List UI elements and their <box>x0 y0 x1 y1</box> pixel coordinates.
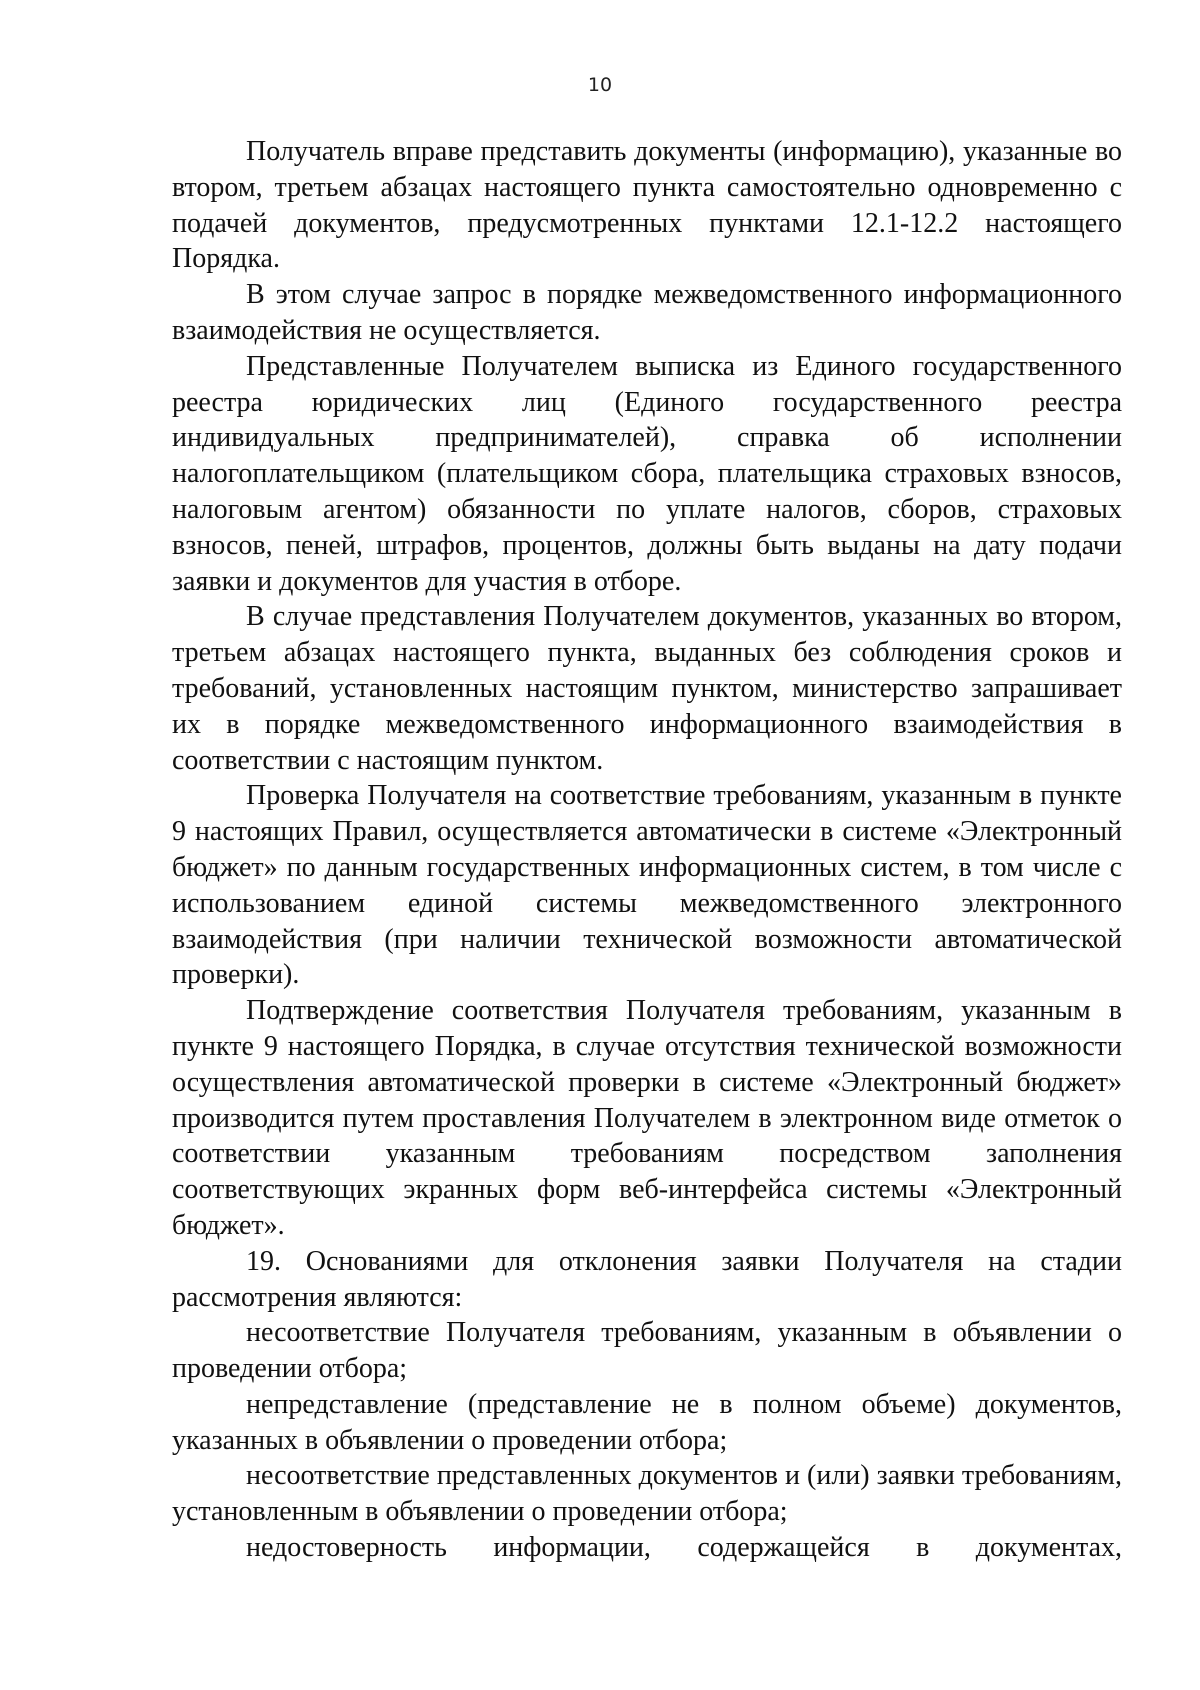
paragraph: В этом случае запрос в порядке межведомственного информационного взаимодействия не осуществляется. <box>172 279 1122 346</box>
paragraph: несоответствие Получателя требованиям, указанным в объявлении о проведении отбора; <box>172 1317 1122 1385</box>
paragraph: недостоверность информации, содержащейся в документах, <box>246 1532 1122 1564</box>
paragraph: 19. Основаниями для отклонения заявки Получателя на стадии рассмотрения являются: <box>172 1245 1122 1313</box>
paragraph: непредставление (представление не в полном объеме) документов, указанных в объявлении о проведении отбора; <box>172 1388 1122 1456</box>
paragraph: Представленные Получателем выписка из Единого государственного реестра юридических лиц (Единого государственного реестра индивидуальных предпринимателей), справка об исполнении налогоплательщиком (плательщиком сбора, плательщика страховых взносов, налоговым агентом) обязанности по уплате налогов, сборов, страховых взносов, пеней, штрафов, процентов, должны быть выданы на дату подачи заявки и документов для участия в отборе. <box>172 350 1122 597</box>
paragraph: Подтверждение соответствия Получателя требованиям, указанным в пункте 9 настоящего Порядка, в случае отсутствия технической возможности осуществления автоматической проверки в системе «Электронный бюджет» производится путем проставления Получателем в электронном виде отметок о соответствии указанным требованиям посредством заполнения соответствующих экранных форм веб-интерфейса системы «Электронный бюджет». <box>172 995 1122 1241</box>
paragraph: В случае представления Получателем документов, указанных во втором, третьем абзацах настоящего пункта, выданных без соблюдения сроков и требований, установленных настоящим пунктом, министерство запрашивает их в порядке межведомственного информационного взаимодействия в соответствии с настоящим пунктом. <box>172 601 1122 776</box>
document-body <box>172 134 1122 1566</box>
page-number: 10 <box>587 74 613 96</box>
paragraph: несоответствие представленных документов и (или) заявки требованиям, установленным в объявлении о проведении отбора; <box>172 1460 1122 1528</box>
paragraph: Получатель вправе представить документы (информацию), указанные во втором, третьем абзацах настоящего пункта самостоятельно одновременно с подачей документов, предусмотренных пунктами 12.1-12.2 настоящего Порядка. <box>172 136 1122 275</box>
paragraph: Проверка Получателя на соответствие требованиям, указанным в пункте 9 настоящих Правил, осуществляется автоматически в системе «Электронный бюджет» по данным государственных информационных систем, в том числе с использованием единой системы межведомственного электронного взаимодействия (при наличии технической возможности автоматической проверки). <box>172 780 1122 991</box>
